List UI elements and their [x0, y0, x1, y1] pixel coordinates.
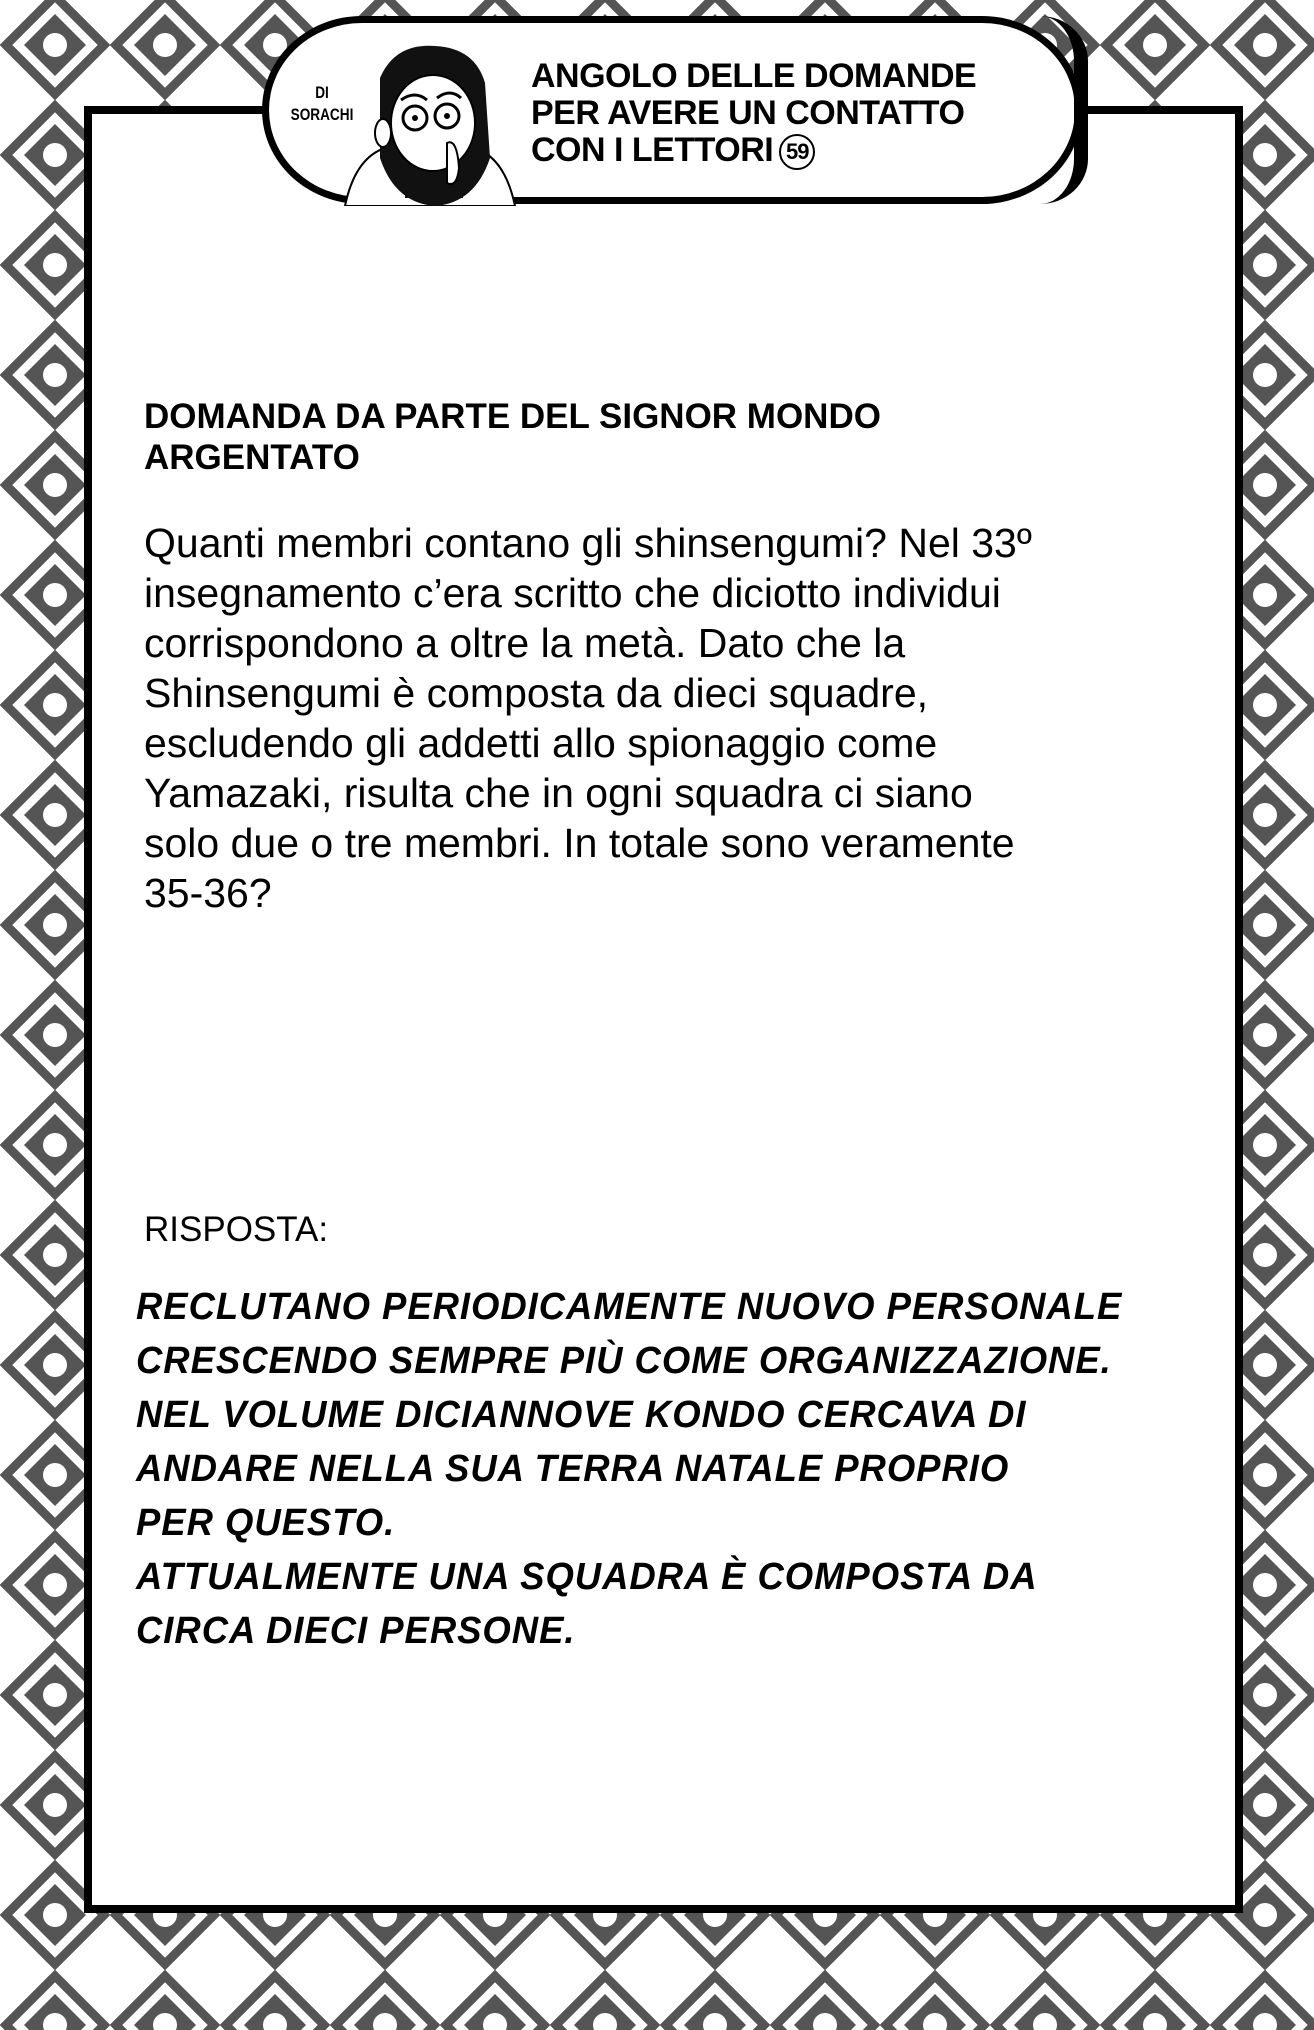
issue-number-badge: 59: [779, 134, 815, 170]
answer-line: ANDARE NELLA SUA TERRA NATALE PROPRIO: [136, 1448, 1010, 1490]
author-line-1: DI: [315, 83, 329, 102]
question-title-line: DOMANDA DA PARTE DEL SIGNOR MONDO: [144, 397, 881, 436]
header-title: [531, 58, 976, 170]
header-title-line-3-text: CON I LETTORI: [531, 131, 774, 169]
answer-label: RISPOSTA:: [144, 1210, 329, 1249]
question-title: [144, 396, 881, 478]
question-title-line: ARGENTATO: [144, 438, 360, 477]
question-line: insegnamento c’era scritto che diciotto individui: [144, 570, 1001, 616]
question-line: 35-36?: [144, 870, 272, 916]
answer-line: PER QUESTO.: [136, 1502, 396, 1544]
author-line-2: SORACHI: [290, 105, 354, 124]
question-line: escludendo gli addetti allo spionaggio come: [144, 720, 938, 766]
header-title-line-2: PER AVERE UN CONTATTO: [531, 94, 965, 132]
header-title-line-3: [531, 132, 976, 170]
question-line: Shinsengumi è composta da dieci squadre,: [144, 670, 929, 716]
header-title-line-1: ANGOLO DELLE DOMANDE: [531, 57, 977, 95]
answer-line: ATTUALMENTE UNA SQUADRA È COMPOSTA DA: [136, 1556, 1038, 1598]
answer-line: RECLUTANO PERIODICAMENTE NUOVO PERSONALE: [136, 1286, 1123, 1328]
question-line: corrispondono a oltre la metà. Dato che la: [144, 620, 906, 666]
answer-line: CRESCENDO SEMPRE PIÙ COME ORGANIZZAZIONE.: [136, 1340, 1112, 1382]
question-line: Yamazaki, risulta che in ogni squadra ci siano: [144, 770, 973, 816]
answer-line: NEL VOLUME DICIANNOVE KONDO CERCAVA DI: [136, 1394, 1027, 1436]
header-banner-edge: [1040, 16, 1088, 204]
answer-line: CIRCA DIECI PERSONE.: [136, 1610, 576, 1652]
answer-body: [136, 1280, 1122, 1658]
question-line: solo due o tre membri. In totale sono veramente: [144, 820, 1015, 866]
question-line: Quanti membri contano gli shinsengumi? Nel 33º: [144, 520, 1032, 566]
question-body: [144, 518, 1032, 918]
author-caricature-icon: [335, 38, 525, 206]
